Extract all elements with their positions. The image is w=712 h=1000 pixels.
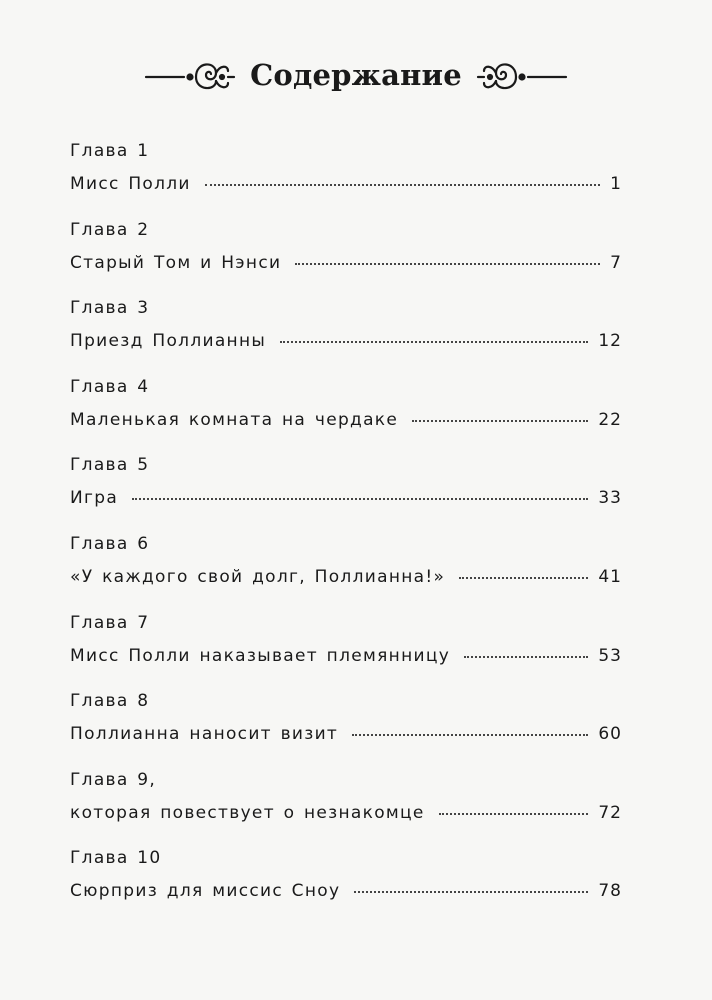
page-number: 53: [598, 645, 622, 666]
toc-entry[interactable]: [70, 454, 622, 533]
toc-entry[interactable]: [70, 769, 622, 848]
chapter-title: «У каждого свой долг, Поллианна!»: [70, 566, 446, 587]
toc-entry[interactable]: [70, 140, 622, 219]
chapter-label: Глава 1: [70, 141, 150, 161]
dot-leader: [354, 891, 588, 893]
dot-leader: [132, 498, 588, 500]
page-number: 1: [610, 174, 622, 194]
chapter-title: Сюрприз для миссис Сноу: [70, 881, 341, 902]
page-number: 60: [598, 724, 622, 745]
chapter-label: Глава 8: [70, 691, 150, 712]
toc-line: [70, 486, 622, 510]
chapter-label: Глава 10: [70, 848, 162, 869]
chapter-title: Маленькая комната на чердаке: [70, 409, 399, 430]
chapter-title: Мисс Полли: [70, 174, 191, 194]
chapter-label: Глава 7: [70, 612, 150, 633]
table-of-contents: [70, 140, 622, 926]
toc-line: [70, 722, 622, 746]
chapter-title: Приезд Поллианны: [70, 331, 267, 352]
chapter-label: Глава 3: [70, 298, 150, 319]
dot-leader: [295, 263, 600, 265]
page-number: 33: [598, 488, 622, 509]
page-number: 41: [598, 566, 622, 587]
page-number: 78: [598, 881, 622, 902]
toc-line: [70, 408, 622, 432]
right-flourish-ornament-icon: [476, 55, 568, 95]
chapter-label: Глава 6: [70, 533, 150, 554]
chapter-label: Глава 5: [70, 455, 150, 476]
toc-line: [70, 565, 622, 589]
page-number: 72: [598, 802, 622, 823]
dot-leader: [205, 184, 600, 186]
chapter-title: Мисс Полли наказывает племянницу: [70, 645, 451, 666]
chapter-title: которая повествует о незнакомце: [70, 802, 425, 823]
dot-leader: [352, 734, 588, 736]
page-number: 7: [610, 252, 622, 273]
toc-line: [70, 801, 622, 825]
dot-leader: [439, 813, 589, 815]
toc-line: [70, 329, 622, 353]
toc-entry[interactable]: [70, 219, 622, 298]
toc-entry[interactable]: [70, 690, 622, 769]
toc-line: [70, 172, 622, 196]
left-flourish-ornament-icon: [144, 55, 236, 95]
chapter-title: Игра: [70, 488, 119, 509]
page-number: 22: [598, 409, 622, 430]
toc-entry[interactable]: [70, 847, 622, 926]
dot-leader: [412, 420, 588, 422]
page-title: Содержание: [250, 58, 462, 92]
toc-entry[interactable]: [70, 533, 622, 612]
chapter-title: Поллианна наносит визит: [70, 724, 339, 745]
toc-line: [70, 644, 622, 668]
toc-line: [70, 879, 622, 903]
chapter-title: Старый Том и Нэнси: [70, 252, 282, 273]
chapter-label: Глава 4: [70, 376, 150, 397]
dot-leader: [459, 577, 588, 579]
page-number: 12: [598, 331, 622, 352]
dot-leader: [464, 656, 588, 658]
toc-entry[interactable]: [70, 612, 622, 691]
toc-line: [70, 251, 622, 275]
chapter-label: Глава 9,: [70, 769, 157, 790]
toc-entry[interactable]: [70, 376, 622, 455]
dot-leader: [280, 341, 588, 343]
toc-entry[interactable]: [70, 297, 622, 376]
toc-header: [0, 50, 712, 100]
chapter-label: Глава 2: [70, 219, 150, 240]
